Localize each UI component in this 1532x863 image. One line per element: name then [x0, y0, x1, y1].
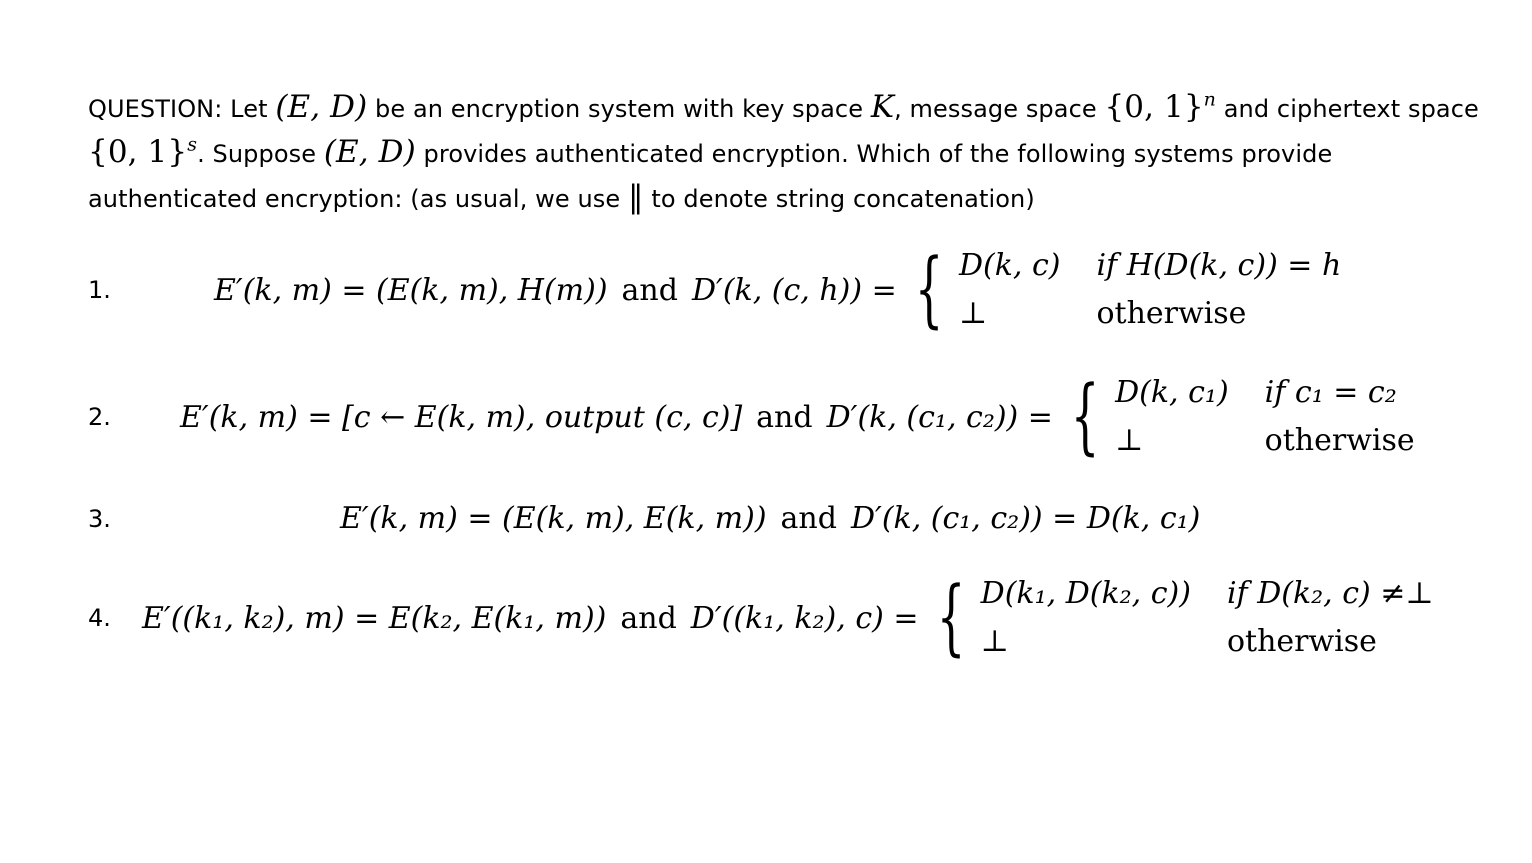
case-2-value: ⊥: [980, 624, 1009, 659]
option-4: [0, 568, 1532, 668]
key-space: K: [870, 89, 895, 125]
decrypt-def: D′(k, (c, h)) =: [691, 272, 897, 308]
option-number: 3.: [88, 505, 111, 533]
encrypt-def: E′(k, m) = [c ← E(k, m), output (c, c)]: [180, 399, 743, 435]
case-2-condition: otherwise: [1096, 296, 1247, 331]
ciphertext-space-exp: s: [187, 133, 198, 156]
option-1-formula: [214, 240, 1341, 340]
encryption-pair: (E, D): [275, 89, 368, 125]
question-t1: be an encryption system with key space: [375, 95, 864, 123]
encryption-pair-2: (E, D): [323, 134, 416, 170]
decrypt-def: D′((k₁, k₂), c) =: [690, 600, 919, 636]
option-number: 4.: [88, 604, 111, 632]
case-1-value: D(k, c₁): [1115, 375, 1229, 410]
left-brace: {: [914, 242, 944, 337]
case-2-value: ⊥: [958, 296, 988, 331]
cases: [959, 243, 1341, 337]
option-1: [0, 240, 1532, 340]
and-word: and: [780, 500, 837, 536]
option-number: 2.: [88, 403, 111, 431]
case-2-condition: otherwise: [1226, 624, 1377, 659]
option-2-formula: [180, 367, 1415, 467]
left-brace: {: [936, 570, 965, 665]
option-2: [0, 367, 1532, 467]
message-space-set: {0, 1}: [1104, 89, 1204, 125]
question-t5: provides authenticated encryption. Which of the following systems provide authenticated encryption: (as usual, we use: [88, 140, 1333, 213]
option-4-formula: [142, 568, 1434, 668]
ciphertext-space-set: {0, 1}: [88, 134, 188, 170]
question-t2: , message space: [894, 95, 1097, 123]
and-word: and: [756, 399, 813, 435]
cases: [1115, 370, 1415, 464]
case-1-value: D(k, c): [958, 248, 1061, 283]
decrypt-def: D′(k, (c₁, c₂)) = D(k, c₁): [850, 500, 1201, 536]
message-space: [1104, 89, 1216, 125]
encrypt-def: E′(k, m) = (E(k, m), H(m)): [214, 272, 608, 308]
concat-symbol: ‖: [628, 179, 644, 215]
case-2-value: ⊥: [1115, 423, 1144, 458]
question-t3: and ciphertext space: [1223, 95, 1479, 123]
option-number: 1.: [88, 276, 111, 304]
question-t6: to denote string concatenation): [651, 185, 1035, 213]
case-1-condition: if c₁ = c₂: [1264, 375, 1397, 410]
question-intro: QUESTION: Let: [88, 95, 268, 123]
case-1-value: D(k₁, D(k₂, c)): [980, 576, 1191, 611]
option-3-formula: [340, 495, 1200, 541]
question-t4: . Suppose: [197, 140, 317, 168]
encrypt-def: E′((k₁, k₂), m) = E(k₂, E(k₁, m)): [142, 600, 607, 636]
message-space-exp: n: [1203, 88, 1217, 111]
ciphertext-space: [88, 134, 197, 170]
case-2-condition: otherwise: [1264, 423, 1415, 458]
case-1-condition: if H(D(k, c)) = h: [1096, 248, 1342, 283]
decrypt-def: D′(k, (c₁, c₂)) =: [826, 399, 1053, 435]
and-word: and: [620, 600, 677, 636]
question-text: [88, 86, 1488, 221]
and-word: and: [621, 272, 678, 308]
case-1-condition: if D(k₂, c) ≠⊥: [1226, 576, 1434, 611]
encrypt-def: E′(k, m) = (E(k, m), E(k, m)): [340, 500, 767, 536]
cases: [981, 571, 1434, 665]
left-brace: {: [1070, 369, 1100, 464]
option-3: [0, 495, 1532, 545]
